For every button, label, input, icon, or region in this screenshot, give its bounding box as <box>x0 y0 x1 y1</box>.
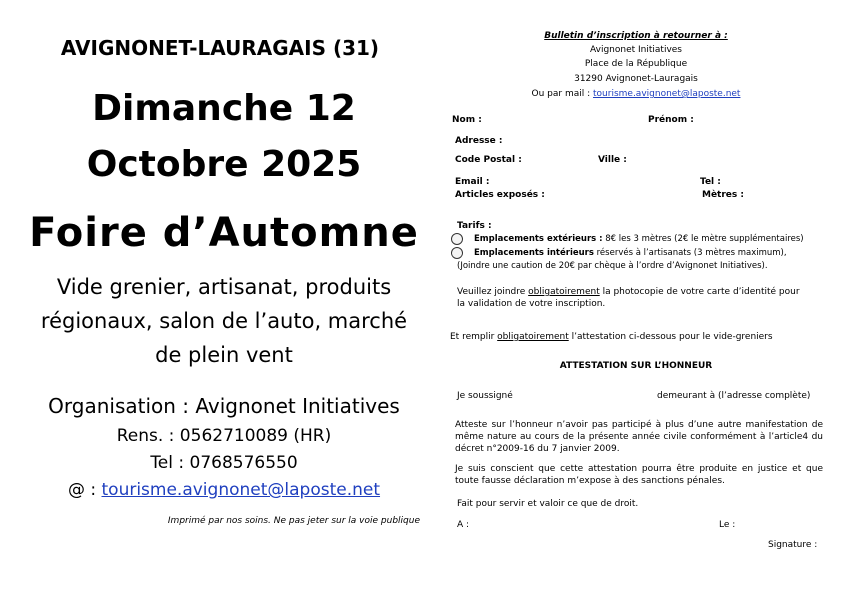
je-soussigne-label: Je soussigné <box>457 391 513 401</box>
articles-label: Articles exposés : <box>455 190 545 200</box>
id-text-after: la photocopie de votre carte d’identité pour <box>599 287 800 297</box>
tarif-exterieur-radio[interactable] <box>451 233 463 245</box>
tarif-exterieur-line <box>474 234 804 244</box>
tarif-interieur-line <box>474 248 787 258</box>
address-line-1: Avignonet Initiatives <box>590 45 682 55</box>
email-link[interactable]: tourisme.avignonet@laposte.net <box>101 480 381 500</box>
date-line-1: Dimanche 12 <box>92 88 356 129</box>
id-text-line-2: la validation de votre inscription. <box>457 299 606 309</box>
town-heading: AVIGNONET-LAURAGAIS (31) <box>60 36 380 60</box>
tarif-exterieur-text: 8€ les 3 mètres (2€ le mètre supplémentaires) <box>602 234 804 244</box>
atteste-paragraph: Atteste sur l’honneur n’avoir pas participé à plus d’une autre manifestation de même nature au cours de la présente année civile conformément à l’article4 du décret n°2009-16 du 7 janvier 2009. <box>455 420 823 454</box>
metres-label: Mètres : <box>702 190 744 200</box>
mail-email-link[interactable]: tourisme.avignonet@laposte.net <box>593 89 741 99</box>
conscient-paragraph: Je suis conscient que cette attestation pourra être produite en justice et que toute fausse déclaration m’expose à des sanctions pénales. <box>455 464 823 486</box>
demeurant-label: demeurant à (l’adresse complète) <box>657 391 811 401</box>
fait-text: Fait pour servir et valoir ce que de droit. <box>457 499 639 509</box>
fill-before: Et remplir <box>450 332 498 342</box>
organisation-line: Organisation : Avignonet Initiatives <box>48 394 400 418</box>
tel-label: Tel : <box>700 177 721 187</box>
bulletin-title: Bulletin d’inscription à retourner à : <box>544 31 728 41</box>
id-text-line-1 <box>457 287 800 297</box>
nom-label: Nom : <box>452 115 482 125</box>
address-line-2: Place de la République <box>584 59 688 69</box>
mail-line <box>450 89 822 99</box>
tarif-interieur-text: réservés à l’artisanats (3 mètres maximum), <box>593 248 787 258</box>
fill-underlined: obligatoirement <box>497 332 569 342</box>
caution-text: (Joindre une caution de 20€ par chèque à l’ordre d’Avignonet Initiatives). <box>457 261 768 271</box>
description-line-2: régionaux, salon de l’auto, marché <box>40 309 408 333</box>
description-line-3: de plein vent <box>155 343 293 367</box>
rens-line: Rens. : 0562710089 (HR) <box>116 426 332 446</box>
attestation-title: ATTESTATION SUR L’HONNEUR <box>559 361 713 371</box>
signature-label: Signature : <box>768 540 818 550</box>
fill-after: l’attestation ci-dessous pour le vide-greniers <box>568 332 773 342</box>
prenom-label: Prénom : <box>648 115 694 125</box>
email-prefix: @ : <box>67 480 102 500</box>
tarif-interieur-label: Emplacements intérieurs <box>474 248 594 258</box>
event-title: Foire d’Automne <box>29 210 419 256</box>
id-text-underlined: obligatoirement <box>528 287 600 297</box>
fill-instruction <box>450 332 773 342</box>
adresse-label: Adresse : <box>455 136 503 146</box>
email-label: Email : <box>455 177 490 187</box>
description-line-1: Vide grenier, artisanat, produits <box>56 275 392 299</box>
tel-line: Tel : 0768576550 <box>150 453 298 473</box>
email-line <box>0 480 448 500</box>
tarif-exterieur-label: Emplacements extérieurs : <box>474 234 603 244</box>
a-label: A : <box>457 520 470 530</box>
printed-note: Imprimé par nos soins. Ne pas jeter sur la voie publique <box>167 516 420 526</box>
ville-label: Ville : <box>598 155 627 165</box>
code-postal-label: Code Postal : <box>455 155 522 165</box>
mail-prefix: Ou par mail : <box>531 89 594 99</box>
tarif-interieur-radio[interactable] <box>451 247 463 259</box>
address-line-3: 31290 Avignonet-Lauragais <box>574 74 698 84</box>
tarifs-label: Tarifs : <box>457 221 492 231</box>
date-line-2: Octobre 2025 <box>86 144 362 185</box>
le-label: Le : <box>719 520 736 530</box>
id-text-before: Veuillez joindre <box>457 287 529 297</box>
